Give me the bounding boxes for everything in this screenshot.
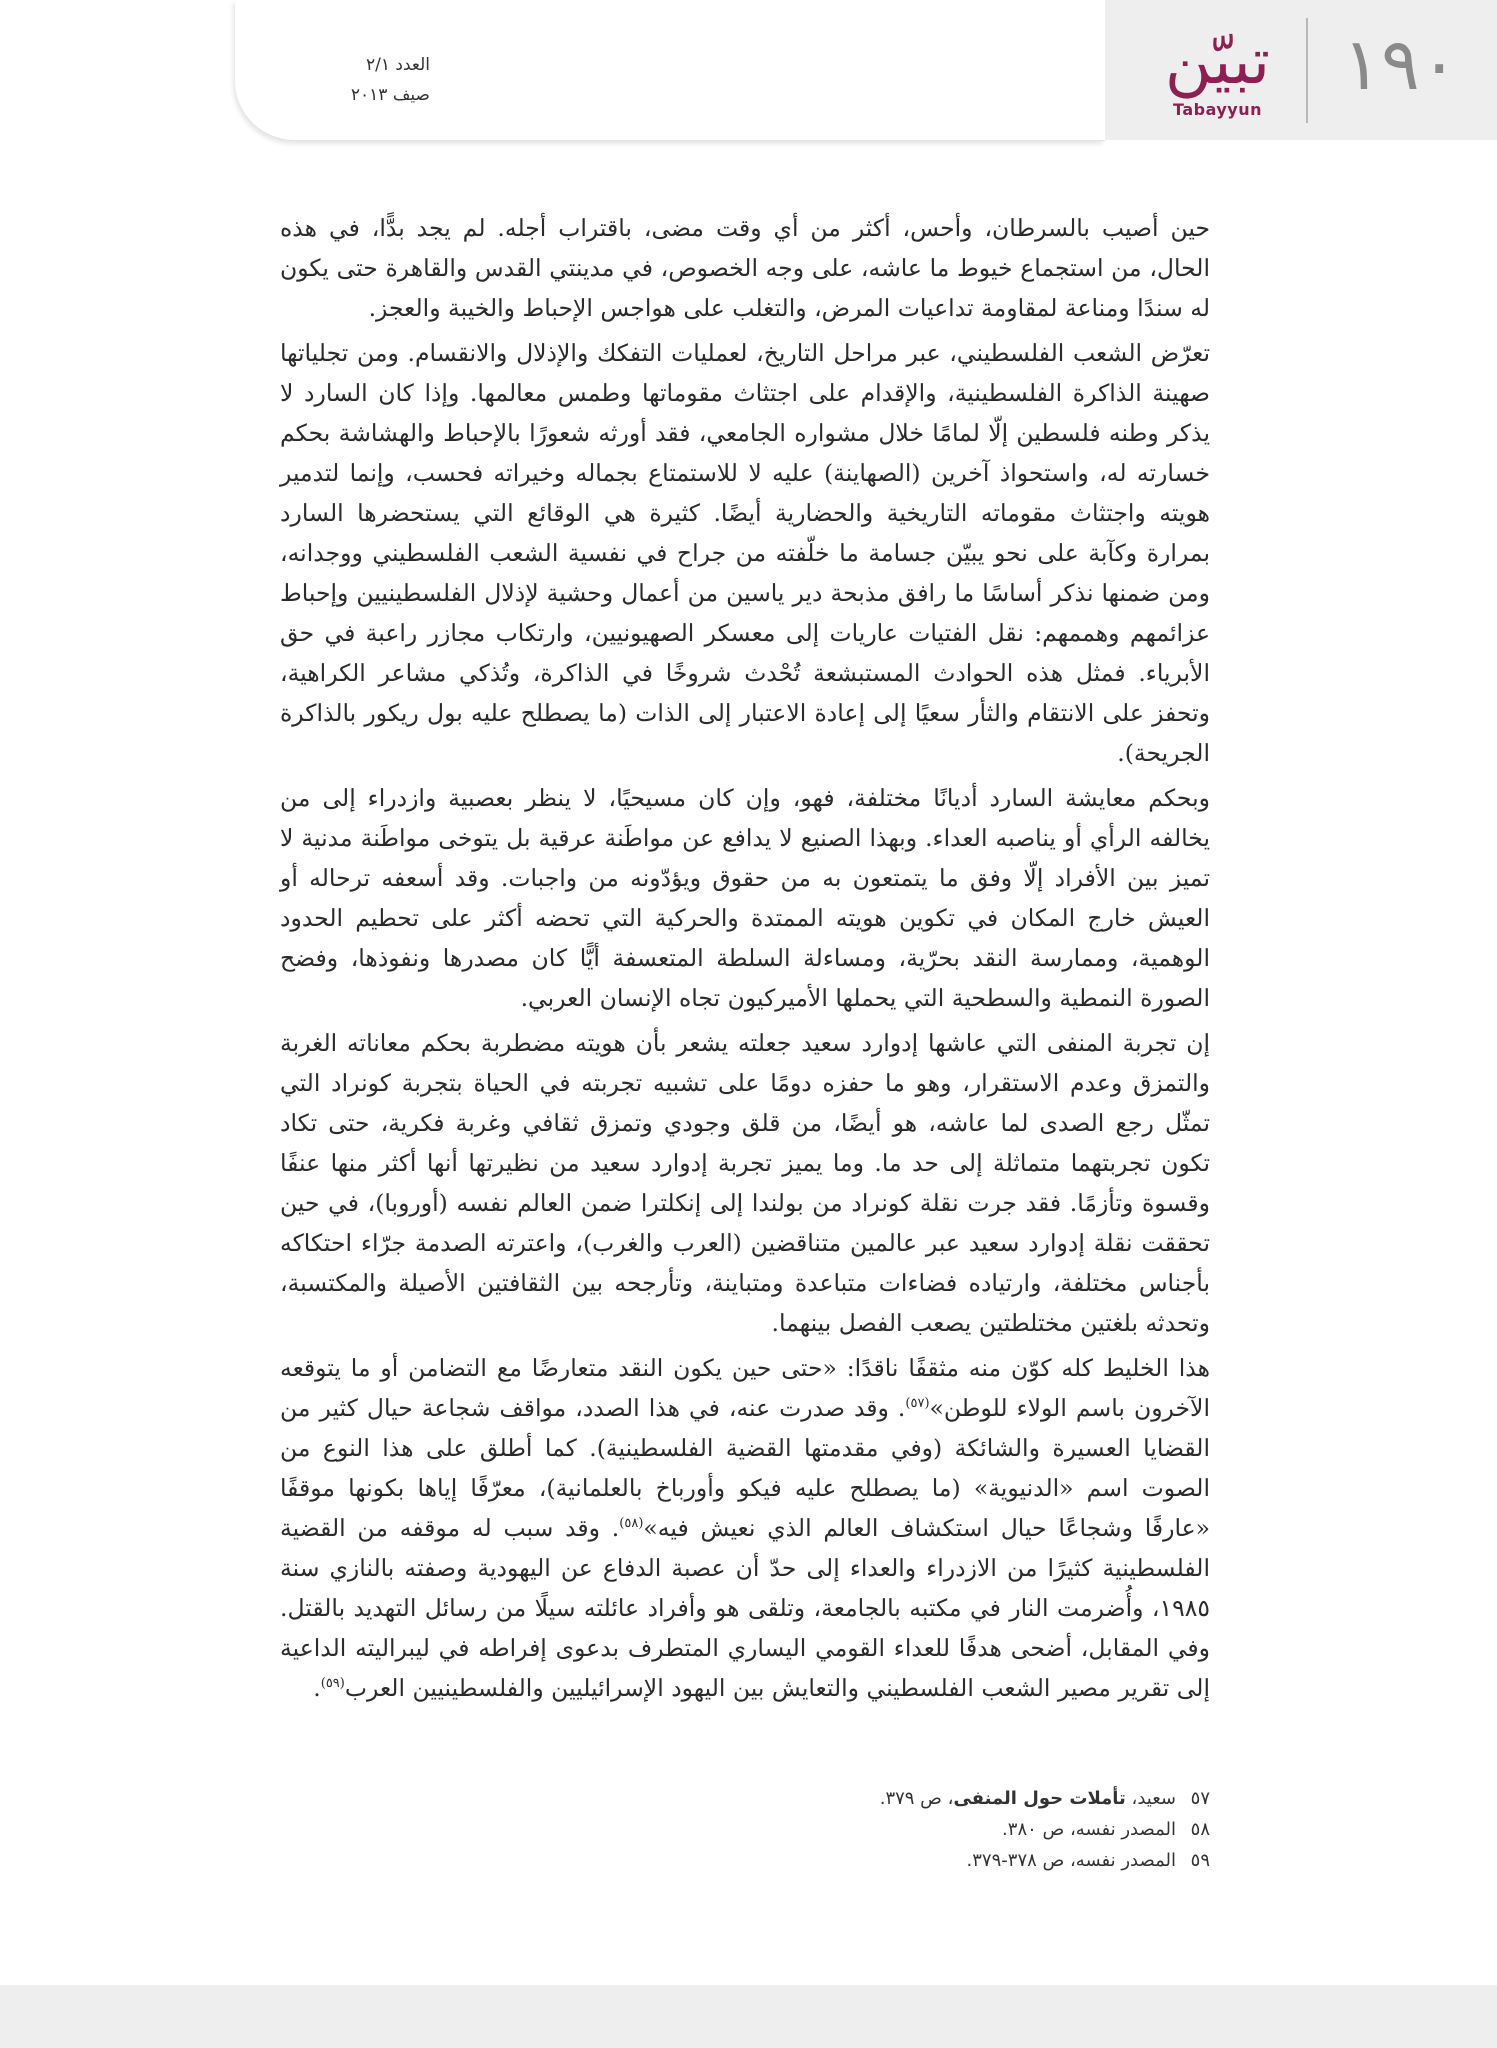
- text-run: . وقد صدرت عنه، في هذا الصدد، مواقف شجاعة حيال كثير من القضايا العسيرة والشائكة (وفي مقدمتها القضية الفلسطينية). كما أطلق على هذا النوع من الصوت اسم «الدنيوية» (ما يصطلح عليه فيكو وأورباخ بالعلمانية)، معرّفًا إياها بكونها موقفًا «عارفًا وشجاعًا حيال استكشاف العالم الذي نعيش فيه»: [280, 1394, 1210, 1542]
- footnote-text: ، ص ٣٧٩.: [879, 1788, 954, 1809]
- footnote-book-title: تأملات حول المنفى: [953, 1788, 1126, 1809]
- footnote-ref[interactable]: (٥٧): [905, 1396, 930, 1412]
- article-body: [280, 208, 1210, 1713]
- paragraph: حين أصيب بالسرطان، وأحس، أكثر من أي وقت مضى، باقتراب أجله. لم يجد بدًّا، في هذه الحال، من استجماع خيوط ما عاشه، على وجه الخصوص، في مدينتي القدس والقاهرة حتى يكون له سندًا ومناعة لمقاومة تداعيات المرض، والتغلب على هواجس الإحباط والخيبة والعجز.: [280, 214, 1210, 322]
- footnote-text: المصدر نفسه، ص ٣٨٠.: [1002, 1819, 1176, 1840]
- paragraph: وبحكم معايشة السارد أديانًا مختلفة، فهو، وإن كان مسيحيًا، لا ينظر بعصبية وازدراء إلى من يخالفه الرأي أو يناصبه العداء. وبهذا الصنيع لا يدافع عن مواطَنة عرقية بل يتوخى مواطَنة مدنية لا تميز بين الأفراد إلّا وفق ما يتمتعون به من حقوق ويؤدّونه من واجبات. وقد أسعفه ترحاله أو العيش خارج المكان في تكوين هويته الممتدة والحركية التي تحضه أكثر على تحطيم الحدود الوهمية، وممارسة النقد بحرّية، ومساءلة السلطة المتعسفة أيًّا كان مصدرها ونفوذها، وفضح الصورة النمطية والسطحية التي يحملها الأميركيون تجاه الإنسان العربي.: [280, 784, 1210, 1012]
- footnote-item: [880, 1845, 1210, 1876]
- issue-info: [250, 50, 430, 110]
- footnote-number: ٥٨: [1190, 1819, 1210, 1840]
- paragraph: تعرّض الشعب الفلسطيني، عبر مراحل التاريخ، لعمليات التفكك والإذلال والانقسام. ومن تجلياتها صهينة الذاكرة الفلسطينية، والإقدام على اجتثاث مقوماتها وطمس معالمها. وإذا كان السارد لا يذكر وطنه فلسطين إلّا لمامًا خلال مشواره الجامعي، فقد أورثه شعورًا بالإحباط والهشاشة بحكم خسارته له، واستحواذ آخرين (الصهاينة) عليه لا للاستمتاع بجماله وخيراته فحسب، وإنما لتدمير هويته واجتثاث مقوماته التاريخية والحضارية أيضًا. كثيرة هي الوقائع التي يستحضرها السارد بمرارة وكآبة على نحو يبيّن جسامة ما خلّفته من جراح في نفسية الشعب الفلسطيني ووجدانه، ومن ضمنها نذكر أساسًا ما رافق مذبحة دير ياسين من أعمال وحشية لإذلال الفلسطينيين وإحباط عزائمهم وهممهم: نقل الفتيات عاريات إلى معسكر الصهيونيين، وارتكاب مجازر راعبة في حق الأبرياء. فمثل هذه الحوادث المستبشعة تُحْدث شروخًا في الذاكرة، وتُذكي مشاعر الكراهية، وتحفز على الانتقام والثأر سعيًا إلى إعادة الاعتبار إلى الذات (ما يصطلح عليه بول ريكور بالذاكرة الجريحة).: [280, 339, 1210, 767]
- footnote-text: المصدر نفسه، ص ٣٧٨-٣٧٩.: [966, 1850, 1176, 1871]
- page-number: ١٩٠: [1342, 22, 1459, 106]
- paragraph: إن تجربة المنفى التي عاشها إدوارد سعيد جعلته يشعر بأن هويته مضطربة بحكم معاناته الغربة والتمزق وعدم الاستقرار، وهو ما حفزه دومًا على تشبيه تجربته في الحياة بتجربة كونراد التي تمثّل رجع الصدى لما عاشه، هو أيضًا، من قلق وجودي وتمزق ثقافي وغربة فكرية، حتى تكاد تكون تجربتهما متماثلة إلى حد ما. وما يميز تجربة إدوارد سعيد من نظيرتها أنها أكثر منها عنفًا وقسوة وتأزمًا. فقد جرت نقلة كونراد من بولندا إلى إنكلترا ضمن العالم نفسه (أوروبا)، في حين تحققت نقلة إدوارد سعيد عبر عالمين متناقضين (العرب والغرب)، واعترته الصدمة جرّاء احتكاكه بأجناس مختلفة، وارتياده فضاءات متباعدة ومتباينة، وتأرجحه بين الثقافتين الأصيلة والمكتسبة، وتحدثه بلغتين مختلطتين يصعب الفصل بينهما.: [280, 1029, 1210, 1337]
- page-footer: [0, 1985, 1497, 2048]
- text-run: .: [313, 1674, 321, 1702]
- text-run: هذا الخليط كله كوّن منه مثقفًا ناقدًا: «حتى حين يكون النقد متعارضًا مع التضامن أو ما يتوقعه الآخرون باسم الولاء للوطن»: [280, 1354, 1210, 1422]
- footnote-ref[interactable]: (٥٩): [320, 1676, 345, 1692]
- journal-logo: [1130, 22, 1305, 132]
- page-header: [0, 0, 1497, 140]
- season-label: صيف ٢٠١٣: [350, 85, 430, 105]
- footnote-text: سعيد،: [1125, 1788, 1176, 1809]
- paragraph-last: [280, 1348, 1210, 1708]
- footnote-number: ٥٧: [1190, 1788, 1210, 1809]
- footnote-item: [880, 1783, 1210, 1814]
- logo-latin: Tabayyun: [1172, 100, 1263, 119]
- footnotes: [880, 1783, 1210, 1876]
- footnote-item: [880, 1814, 1210, 1845]
- footnote-number: ٥٩: [1190, 1850, 1210, 1871]
- footnote-ref[interactable]: (٥٨): [619, 1516, 644, 1532]
- header-divider: [1306, 18, 1308, 123]
- logo-arabic: تبيّن: [1164, 25, 1271, 99]
- issue-label: العدد ٢/١: [365, 55, 430, 75]
- text-run: . وقد سبب له موقفه من القضية الفلسطينية كثيرًا من الازدراء والعداء إلى حدّ أن عصبة الدفاع عن اليهودية وصفته بالنازي سنة ١٩٨٥، وأُضرمت النار في مكتبه بالجامعة، وتلقى هو وأفراد عائلته سيلًا من رسائل التهديد بالقتل. وفي المقابل، أضحى هدفًا للعداء القومي اليساري المتطرف بدعوى إفراطه في ليبراليته الداعية إلى تقرير مصير الشعب الفلسطيني والتعايش بين اليهود الإسرائيليين والفلسطينيين العرب: [280, 1514, 1210, 1702]
